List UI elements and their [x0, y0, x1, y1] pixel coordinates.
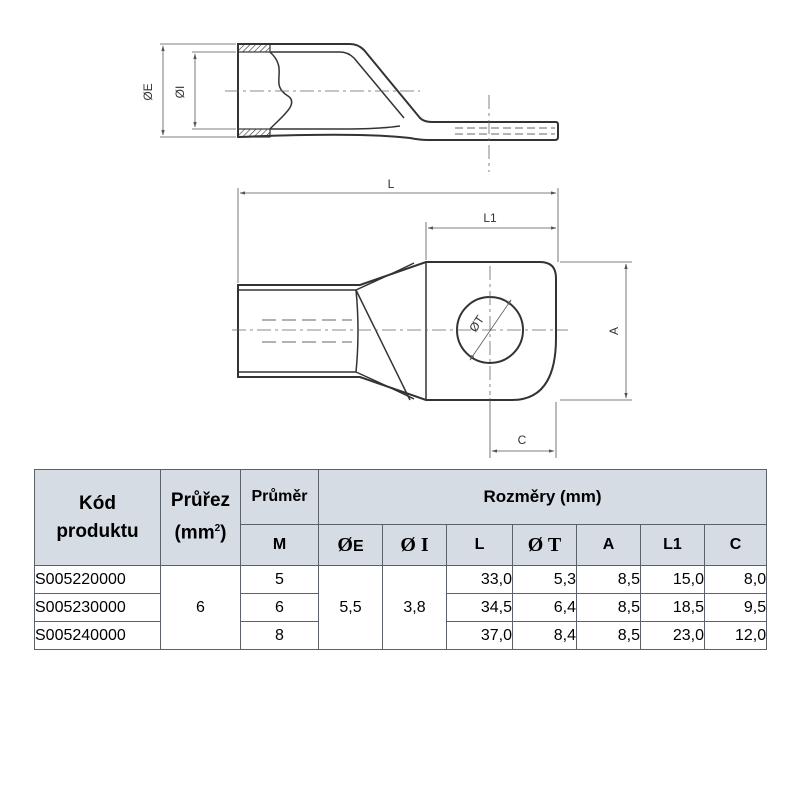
break-line — [270, 52, 292, 129]
cell-code: S005220000 — [35, 566, 161, 594]
header-e: ØE — [319, 525, 383, 566]
cell-code: S005230000 — [35, 594, 161, 622]
header-m: M — [241, 525, 319, 566]
cell-m: 6 — [241, 594, 319, 622]
cell-l: 33,0 — [447, 566, 513, 594]
header-a: A — [577, 525, 641, 566]
cell-t: 6,4 — [513, 594, 577, 622]
header-c: C — [705, 525, 767, 566]
label-a: A — [607, 326, 621, 336]
label-l: L — [387, 177, 395, 191]
label-dia-t: ØT — [466, 312, 488, 335]
label-dia-i: ØI — [173, 85, 187, 99]
spec-table — [34, 469, 767, 650]
cell-t: 5,3 — [513, 566, 577, 594]
header-section: Průřez $(mm^2)$ — [161, 470, 241, 566]
header-l: L — [447, 525, 513, 566]
header-i: Ø I — [383, 525, 447, 566]
header-dimensions: Rozměry (mm) — [319, 470, 767, 525]
top-view — [232, 262, 568, 400]
cell-a: 8,5 — [577, 566, 641, 594]
table-row — [35, 566, 767, 594]
label-dia-e: ØE — [141, 83, 155, 101]
cell-a: 8,5 — [577, 594, 641, 622]
barrel-inner-bottom — [270, 126, 400, 129]
barrel-inner-outline — [238, 290, 356, 372]
cell-section: 6 — [161, 566, 241, 650]
dim-l — [238, 188, 558, 283]
cell-code: S005240000 — [35, 622, 161, 650]
cell-c: 9,5 — [705, 594, 767, 622]
dim-l1 — [426, 222, 556, 260]
top-outline — [238, 262, 556, 400]
header-l1: L1 — [641, 525, 705, 566]
cell-l: 34,5 — [447, 594, 513, 622]
dim-a — [560, 262, 632, 400]
cell-l: 37,0 — [447, 622, 513, 650]
cell-c: 12,0 — [705, 622, 767, 650]
label-l1: L1 — [483, 211, 497, 225]
cell-e: 5,5 — [319, 566, 383, 650]
dim-e — [160, 44, 236, 137]
cell-t: 8,4 — [513, 622, 577, 650]
cell-m: 5 — [241, 566, 319, 594]
header-code: Kód produktu — [35, 470, 161, 566]
dim-c — [490, 398, 556, 458]
cell-c: 8,0 — [705, 566, 767, 594]
cell-i: 3,8 — [383, 566, 447, 650]
cell-l1: 18,5 — [641, 594, 705, 622]
top-wall-section — [238, 44, 270, 52]
cell-a: 8,5 — [577, 622, 641, 650]
cell-l1: 23,0 — [641, 622, 705, 650]
header-t: Ø T — [513, 525, 577, 566]
label-c: C — [517, 433, 527, 447]
side-view — [225, 44, 558, 172]
cell-m: 8 — [241, 622, 319, 650]
cell-l1: 15,0 — [641, 566, 705, 594]
header-diameter: Průměr — [241, 470, 319, 525]
